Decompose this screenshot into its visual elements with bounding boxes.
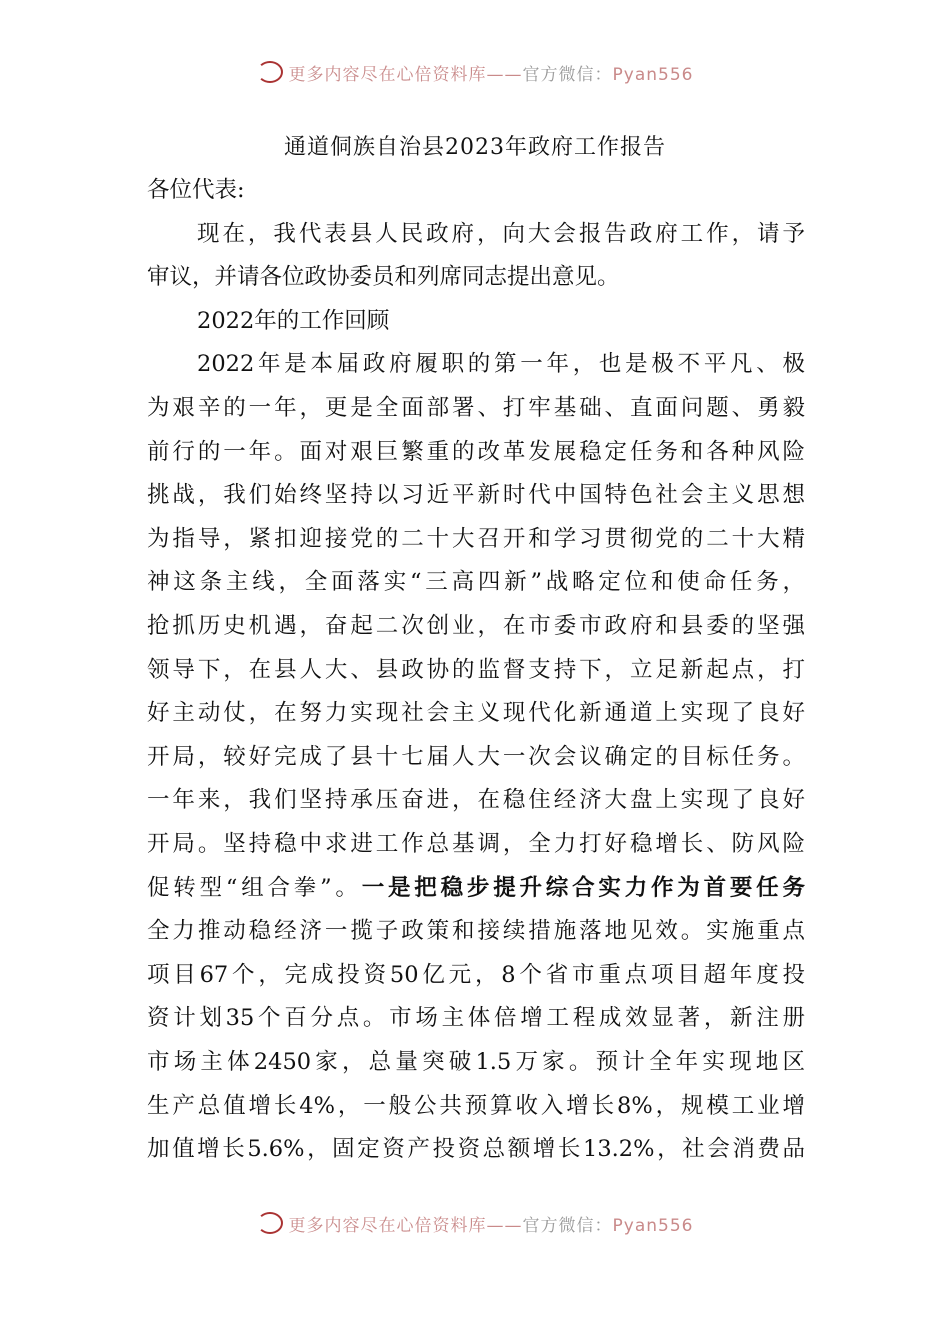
paragraph-line: 资计划35个百分点。市场主体倍增工程成效显著，新注册 [147,1005,805,1031]
paragraph-line: 挑战，我们始终坚持以习近平新时代中国特色社会主义思想 [147,482,805,508]
header-watermark: 更多内容尽在心倍资料库——官方微信：Pyan556 [0,60,950,85]
paragraph-line: 开局。坚持稳中求进工作总基调，全力打好稳增长、防风险 [147,831,805,857]
paragraph-line: 促转型“组合拳”。一是把稳步提升综合实力作为首要任务 [147,875,805,901]
paragraph-line: 一年来，我们坚持承压奋进，在稳住经济大盘上实现了良好 [147,787,805,813]
paragraph-line: 2022年是本届政府履职的第一年，也是极不平凡、极 [197,351,805,377]
paragraph-line: 生产总值增长4%，一般公共预算收入增长8%，规模工业增 [147,1093,805,1119]
paragraph-line: 加值增长5.6%，固定资产投资总额增长13.2%，社会消费品 [147,1136,805,1162]
watermark-logo-icon [257,1212,283,1234]
watermark-logo-icon [257,61,283,83]
salutation: 各位代表: [147,177,245,203]
paragraph-line: 为指导，紧扣迎接党的二十大召开和学习贯彻党的二十大精 [147,526,805,552]
paragraph-line: 抢抓历史机遇，奋起二次创业，在市委市政府和县委的坚强 [147,613,805,639]
section-heading: 2022年的工作回顾 [197,308,390,334]
footer-watermark: 更多内容尽在心倍资料库——官方微信：Pyan556 [0,1211,950,1236]
paragraph-line: 市场主体2450家，总量突破1.5万家。预计全年实现地区 [147,1049,805,1075]
paragraph-line: 领导下，在县人大、县政协的监督支持下，立足新起点，打 [147,657,805,683]
paragraph-line: 神这条主线，全面落实“三高四新”战略定位和使命任务， [147,569,805,595]
document-title: 通道侗族自治县2023年政府工作报告 [284,135,666,160]
paragraph-line: 全力推动稳经济一揽子政策和接续措施落地见效。实施重点 [147,918,805,944]
bold-emphasis: 一是把稳步提升综合实力作为首要任务 [361,875,805,901]
paragraph-line: 好主动仗，在努力实现社会主义现代化新通道上实现了良好 [147,700,805,726]
paragraph-line: 为艰辛的一年，更是全面部署、打牢基础、直面问题、勇毅 [147,395,805,421]
paragraph-line: 前行的一年。面对艰巨繁重的改革发展稳定任务和各种风险 [147,439,805,465]
paragraph-line: 项目67个，完成投资50亿元，8个省市重点项目超年度投 [147,962,805,988]
paragraph-line: 现在，我代表县人民政府，向大会报告政府工作，请予 [197,221,805,247]
paragraph-line: 开局，较好完成了县十七届人大一次会议确定的目标任务。 [147,744,805,770]
paragraph-line: 审议，并请各位政协委员和列席同志提出意见。 [147,264,620,290]
